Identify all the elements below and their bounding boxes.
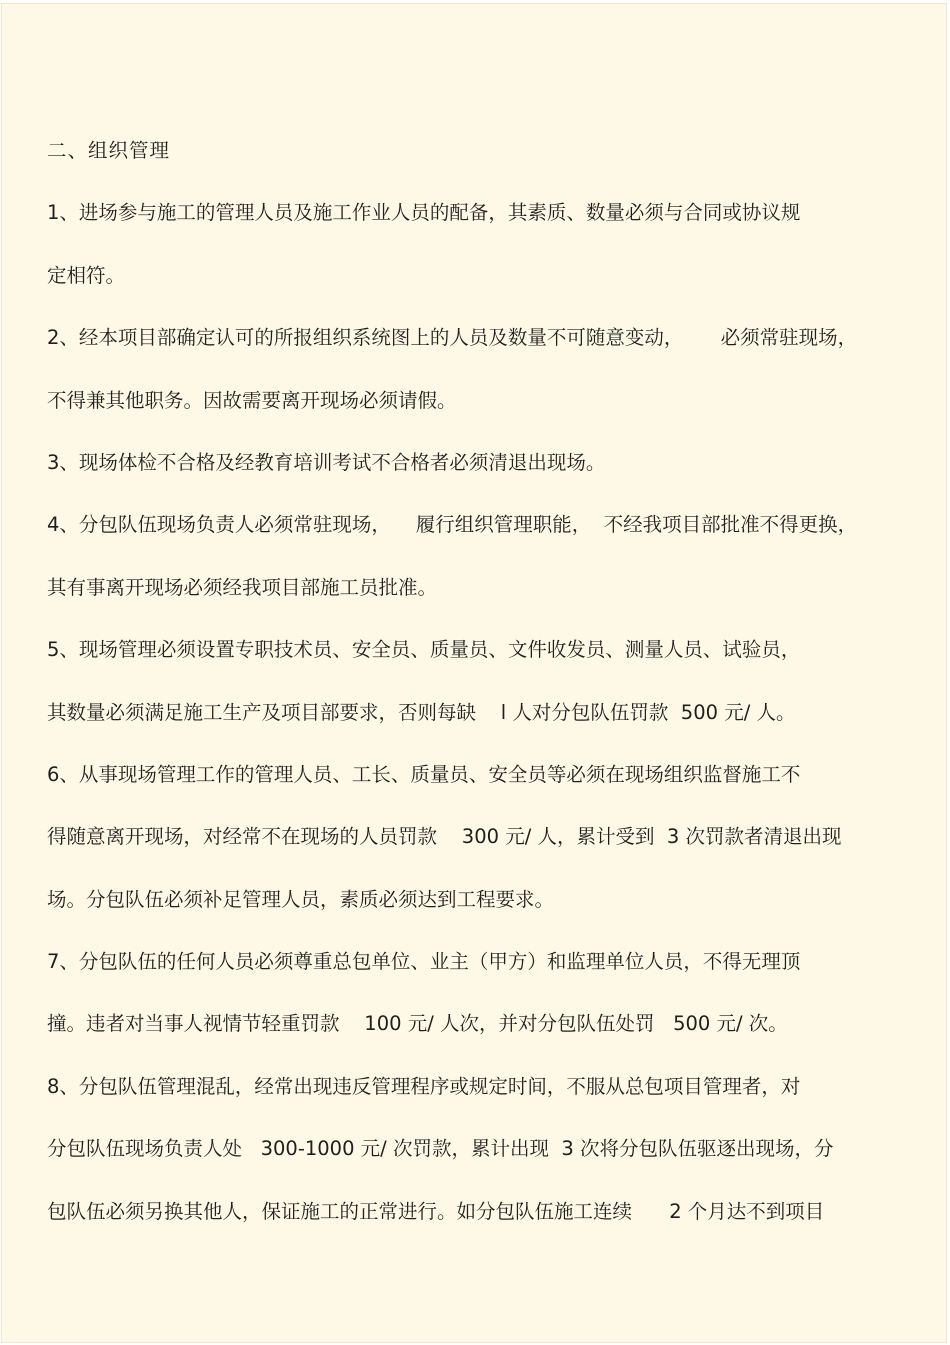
text-line: 8、分包队伍管理混乱，经常出现违反管理程序或规定时间，不服从总包项目管理者，对 (47, 1074, 801, 1098)
text-line: 场。分包队伍必须补足管理人员，素质必须达到工程要求。 (47, 887, 555, 911)
document-body (47, 132, 907, 1255)
text-line: 其有事离开现场必须经我项目部施工员批准。 (47, 575, 438, 599)
text-line: 5、现场管理必须设置专职技术员、安全员、质量员、文件收发员、测量人员、试验员， (47, 638, 801, 662)
text-line: 定相符。 (47, 263, 126, 287)
text-line: 其数量必须满足施工生产及项目部要求，否则每缺 l 人对分包队伍罚款 500 元/ 人。 (47, 700, 796, 724)
text-line: 6、从事现场管理工作的管理人员、工长、质量员、安全员等必须在现场组织监督施工不 (47, 762, 801, 786)
section-heading: 二、组织管理 (47, 139, 171, 162)
text-line: 4、分包队伍现场负责人必须常驻现场， 履行组织管理职能， 不经我项目部批准不得更换， (47, 513, 858, 537)
text-line: 1、进场参与施工的管理人员及施工作业人员的配备，其素质、数量必须与合同或协议规 (47, 201, 801, 225)
text-line: 包队伍必须另换其他人，保证施工的正常进行。如分包队伍施工连续 2 个月达不到项目 (47, 1199, 825, 1223)
text-line: 不得兼其他职务。因故需要离开现场必须请假。 (47, 388, 457, 412)
text-line: 2、经本项目部确定认可的所报组织系统图上的人员及数量不可随意变动， 必须常驻现场， (47, 326, 858, 350)
text-line: 7、分包队伍的任何人员必须尊重总包单位、业主（甲方）和监理单位人员，不得无理顶 (47, 950, 801, 974)
text-line: 分包队伍现场负责人处 300-1000 元/ 次罚款，累计出现 3 次将分包队伍驱逐出现场，分 (47, 1137, 834, 1161)
text-line: 得随意离开现场，对经常不在现场的人员罚款 300 元/ 人，累计受到 3 次罚款者清退出现 (47, 825, 842, 849)
text-line: 3、现场体检不合格及经教育培训考试不合格者必须清退出现场。 (47, 450, 606, 474)
text-line: 撞。违者对当事人视情节轻重罚款 100 元/ 人次，并对分包队伍处罚 500 元/ 次。 (47, 1012, 788, 1036)
document-page (1, 3, 947, 1343)
